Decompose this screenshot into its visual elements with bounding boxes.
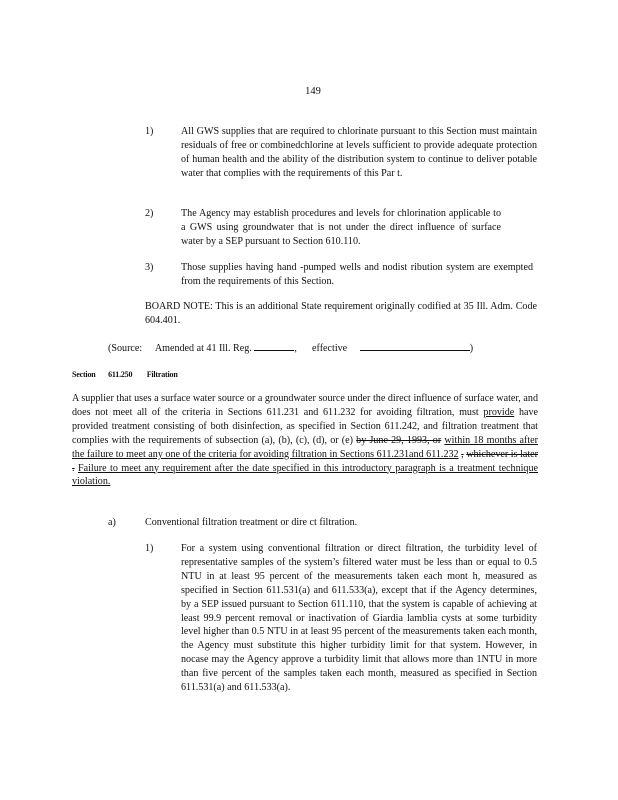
para-inserted-failure: Failure to meet any requirement after the date specified in this introductory paragraph is a treatment technique violation. bbox=[72, 462, 539, 488]
para-inserted-provide: provide bbox=[483, 406, 515, 418]
para-text-2: have provided treatment consisting of both disinfection, as specified in Section 611.242, and filtration treatment that complies with the requirements of subsection (a), (b), (c), (d), or (e) bbox=[72, 406, 538, 446]
para-inserted-criteria: within 18 months after the failure to meet any one of the criteria for avoiding filtration in Sections 611.231and 611.232 bbox=[72, 434, 539, 460]
sub-a-label: a) bbox=[108, 517, 116, 528]
item-3-text: Those supplies having hand -pumped wells and nodist ribution system are exempted from the requirements of this Section. bbox=[181, 262, 533, 287]
source-prefix: (Source: bbox=[108, 343, 143, 354]
section-word: Section bbox=[72, 370, 96, 379]
source-effective: effective bbox=[312, 343, 348, 354]
sub-a1-label: 1) bbox=[145, 543, 154, 554]
register-blank bbox=[254, 341, 294, 351]
source-amended: Amended at 41 Ill. Reg. bbox=[154, 343, 252, 354]
board-note: BOARD NOTE: This is an additional State requirement originally codified at 35 Ill. Adm. Code 604.401. bbox=[145, 301, 537, 326]
para-deleted-date: by June 29, 1993, or bbox=[356, 434, 442, 446]
source-close: ) bbox=[469, 343, 474, 354]
section-heading bbox=[72, 370, 178, 379]
para-deleted-period: . bbox=[72, 462, 75, 474]
source-note: (Source: Amended at 41 Ill. Reg. , effective ) bbox=[108, 343, 474, 354]
item-1-text: All GWS supplies that are required to chlorinate pursuant to this Section must maintain residuals of free or combinedchlorine at levels sufficient to provide adequate protection of human health and the ability of the distribution system to continue to deliver potable water that complies with the requirements of this Par t. bbox=[181, 126, 537, 179]
page-number: 149 bbox=[305, 86, 321, 97]
para-deleted-whichever: whichever is later bbox=[466, 448, 538, 460]
effective-date-blank bbox=[360, 341, 470, 351]
sub-a-text: Conventional filtration treatment or dire ct filtration. bbox=[145, 517, 358, 528]
section-title: Filtration bbox=[146, 370, 178, 379]
section-number: 611.250 bbox=[108, 370, 133, 379]
para-text-1: A supplier that uses a surface water source or a groundwater source under the direct influence of surface water, and does not meet all of the criteria in Sections 611.231 and 611.232 for avoiding filtration, must bbox=[72, 393, 538, 418]
item-1-label: 1) bbox=[145, 126, 154, 137]
sub-a1-text: For a system using conventional filtration or direct filtration, the turbidity level of representative samples of the system’s filtered water must be less than or equal to 0.5 NTU in at least 95 percent of the measurements taken each mont h, measured as specified in Section 611.531(a) and 611.533(a), except that if the Agency determines, by a SEP issued pursuant to Section 611.110, that the system is capable of achieving at least 99.9 percent removal or inactivation of Giardia lamblia cysts at some turbidity level higher than 0.5 NTU in at least 95 percent of the measurements taken each month, the Agency must substitute this higher turbidity limit for that system. However, in nocase may the Agency approve a turbidity limit that allows more than 1NTU in more than five percent of the samples taken each month, measured as specified in Section 611.531(a) and 611.533(a). bbox=[181, 543, 537, 694]
item-3-label: 3) bbox=[145, 262, 154, 273]
item-2-text: The Agency may establish procedures and levels for chlorination applicable to a GWS using groundwater that is not under the direct influence of surface water by a SEP pursuant to Section 610.110. bbox=[181, 208, 501, 247]
item-2-label: 2) bbox=[145, 208, 154, 219]
para-deleted-comma: , bbox=[461, 448, 464, 460]
section-paragraph bbox=[72, 392, 538, 489]
